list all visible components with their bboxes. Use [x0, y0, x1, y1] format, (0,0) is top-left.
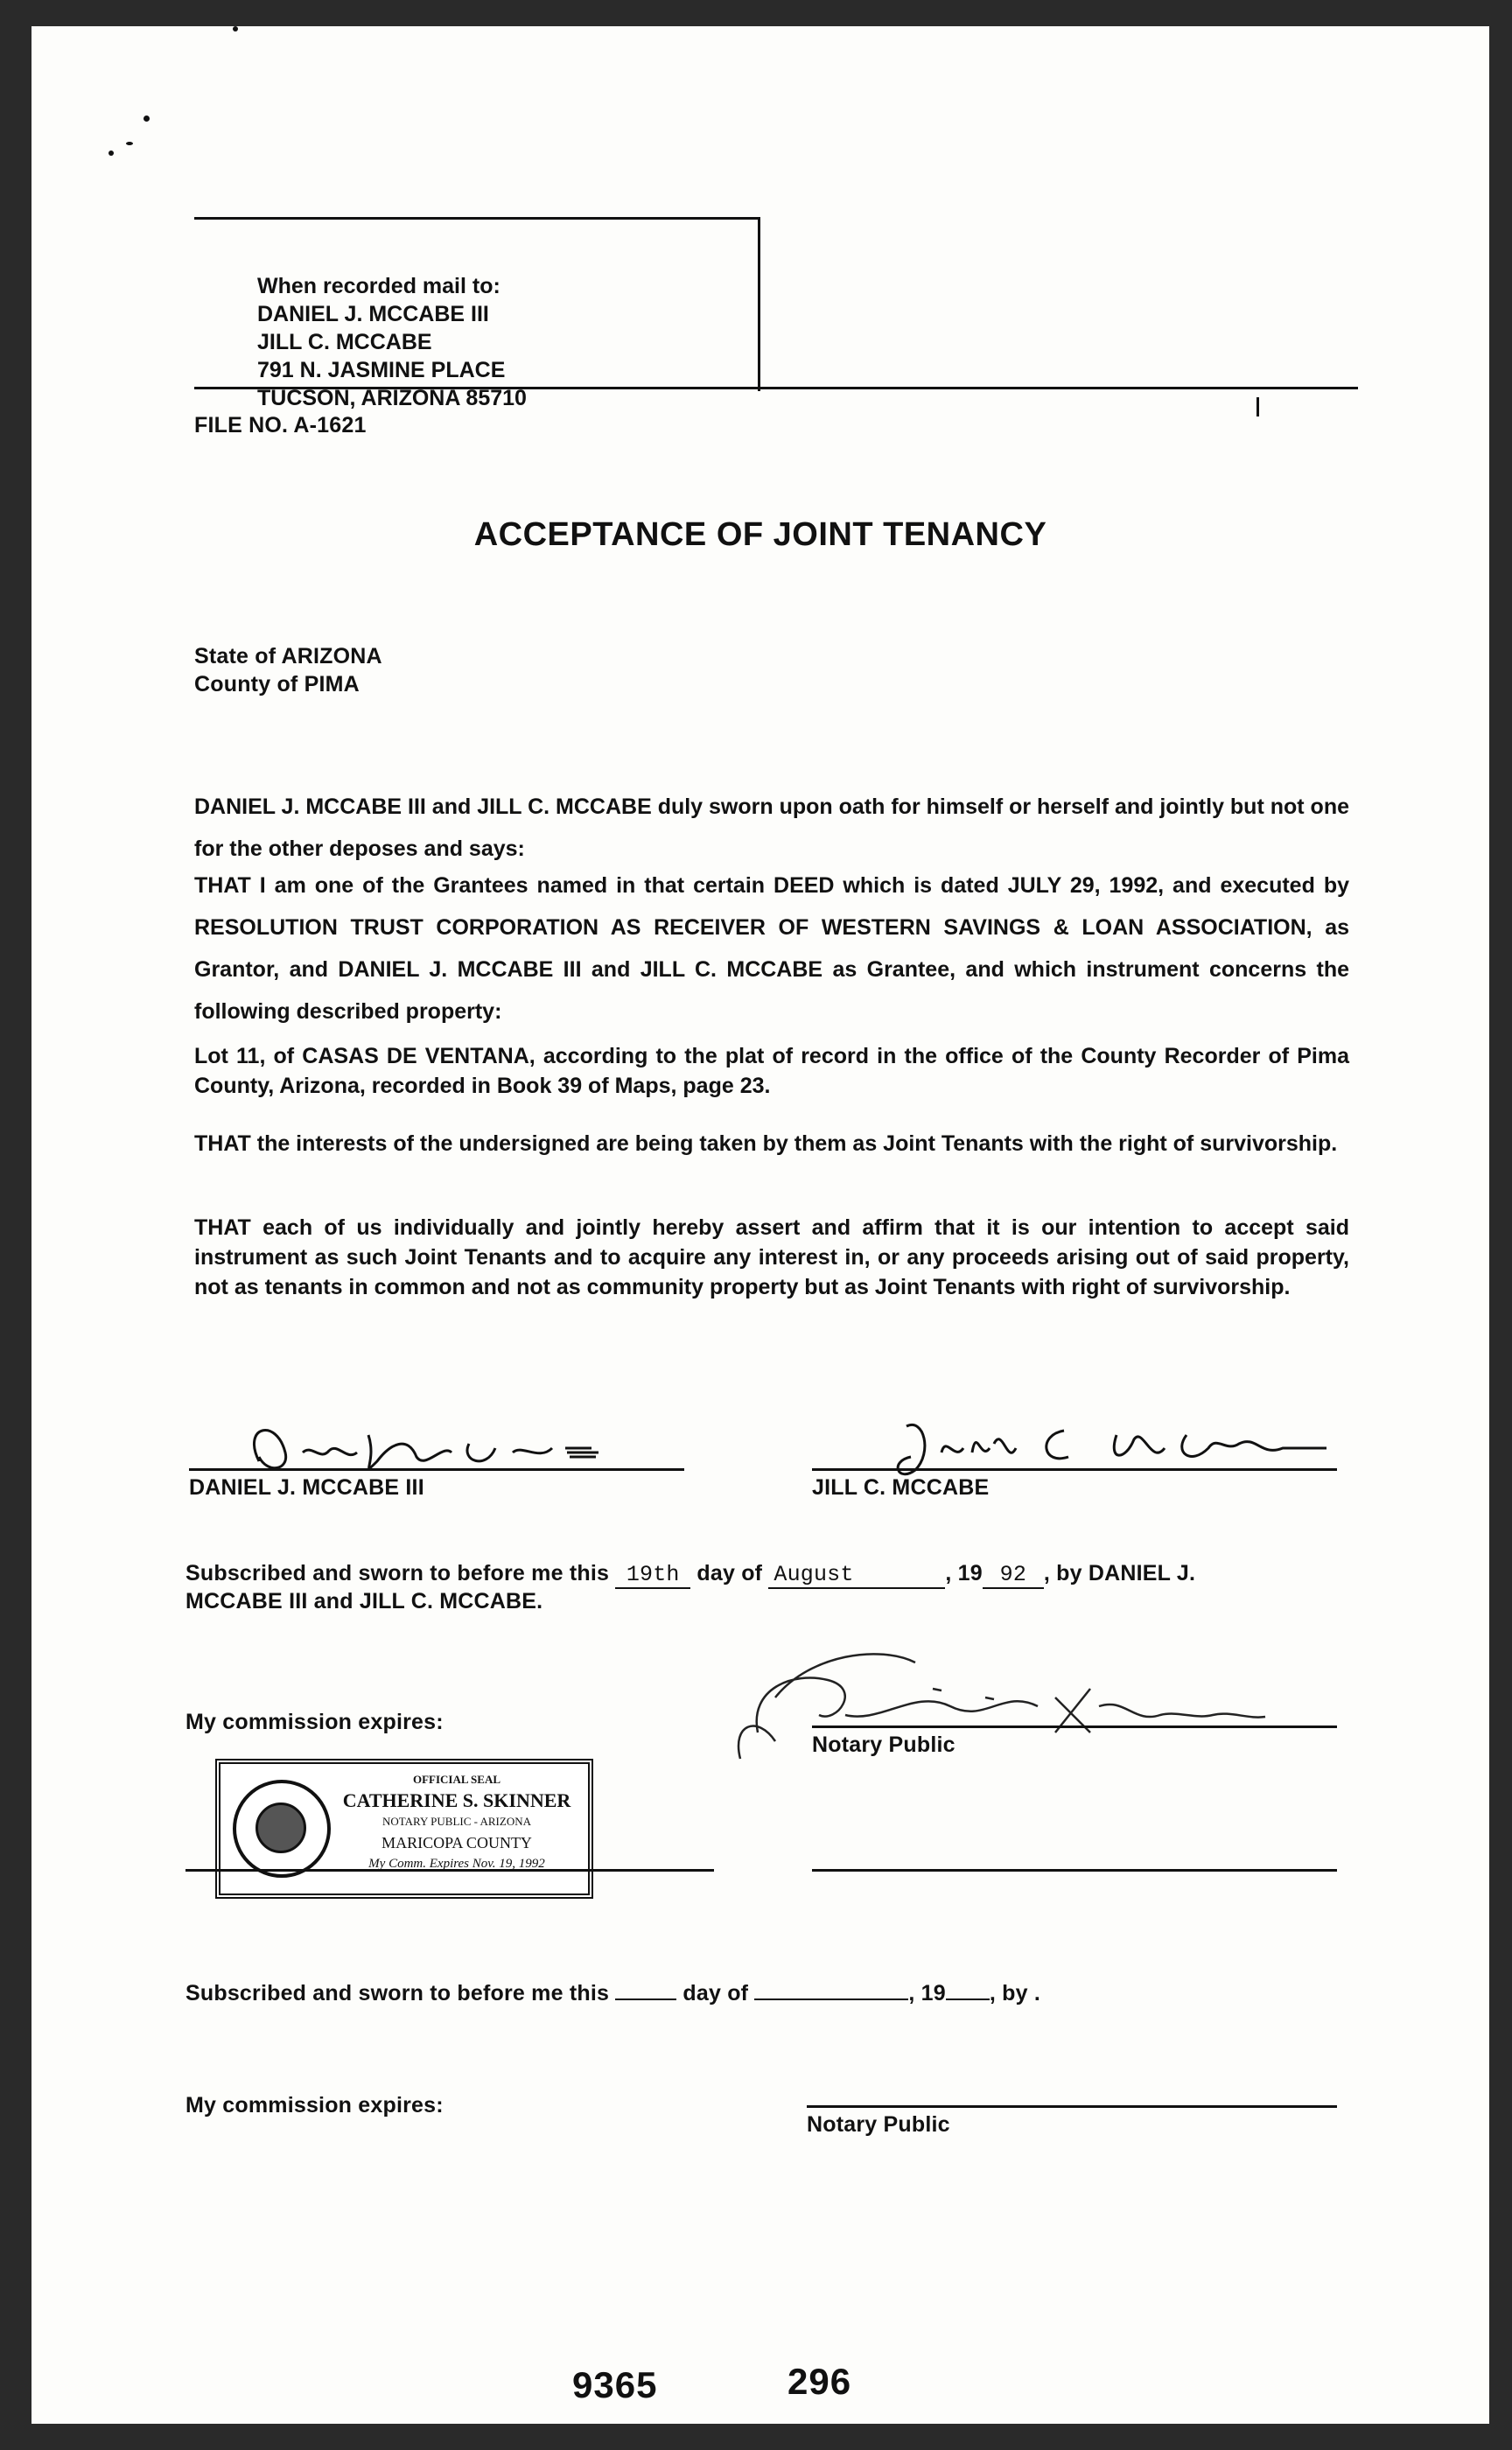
notary-signature-line-2: [807, 2105, 1337, 2108]
mail-to-name2: JILL C. MCCABE: [257, 330, 432, 354]
sworn-day: 19th: [615, 1562, 690, 1589]
header-tick-mark: [1256, 397, 1259, 416]
sworn2-prefix: Subscribed and sworn to before me this: [186, 1981, 610, 2006]
notary-public-label-1: Notary Public: [812, 1732, 956, 1757]
sworn-statement-1-line2: MCCABE III and JILL C. MCCABE.: [186, 1589, 543, 1614]
mail-to-heading: When recorded mail to:: [257, 274, 500, 298]
notary-blank-line-1: [812, 1869, 1337, 1872]
jill-signature-label: JILL C. MCCABE: [812, 1475, 990, 1500]
sworn2-year-blank: [946, 1998, 990, 2000]
jill-signature-line: [812, 1468, 1337, 1471]
sworn-suffix: , by DANIEL J.: [1043, 1561, 1196, 1586]
sworn-day-of: day of: [696, 1561, 763, 1586]
mail-to-street: 791 N. JASMINE PLACE: [257, 358, 506, 382]
commission-expires-2: My commission expires:: [186, 2093, 444, 2118]
sworn2-day-blank: [615, 1998, 676, 2000]
interests-paragraph: THAT the interests of the undersigned are being taken by them as Joint Tenants with the right of survivorship.: [194, 1131, 1338, 1156]
mail-to-name1: DANIEL J. MCCABE III: [257, 302, 489, 326]
seal-county: MARICOPA COUNTY: [382, 1834, 532, 1852]
sworn-statement-1: [186, 1561, 1195, 1589]
property-paragraph: Lot 11, of CASAS DE VENTANA, according to the plat of record in the office of the County Recorder of Pima County, Arizona, recorded in Book 39 of Maps, page 23.: [194, 1044, 1349, 1098]
sworn-statement-2: [186, 1981, 1040, 2006]
recording-page-number: 296: [788, 2361, 852, 2402]
document-page: [32, 26, 1489, 2424]
deed-paragraph: THAT I am one of the Grantees named in that certain DEED which is dated JULY 29, 1992, and executed by RESOLUTION TRUST CORPORATION AS RECEIVER OF WESTERN SAVINGS & LOAN ASSOCIATION, as Grantor, and DANIEL J. MCCABE III and JILL C. MCCABE as Grantee, and which instrument concerns the following described property:: [194, 873, 1349, 1024]
seal-notary-public: NOTARY PUBLIC - ARIZONA: [382, 1815, 531, 1828]
commission-expires-1: My commission expires:: [186, 1710, 444, 1734]
sworn2-year-prefix: , 19: [908, 1981, 946, 2006]
recording-docket-number: 9365: [572, 2364, 658, 2405]
scan-speck: [144, 116, 150, 122]
sworn2-day-of: day of: [682, 1981, 749, 2006]
file-number: FILE NO. A-1621: [194, 413, 367, 438]
mail-to-box: [194, 217, 760, 410]
scan-speck: [108, 150, 114, 156]
document-title: ACCEPTANCE OF JOINT TENANCY: [473, 516, 1047, 553]
seal-expiration: My Comm. Expires Nov. 19, 1992: [368, 1857, 545, 1871]
notary-signature: [723, 1636, 1353, 1794]
notary-signature-line-1: [812, 1726, 1337, 1728]
daniel-signature-line: [189, 1468, 684, 1471]
mail-to-city: TUCSON, ARIZONA 85710: [257, 386, 527, 410]
notary-seal-stamp: [215, 1759, 593, 1899]
sworn-month: August: [768, 1562, 945, 1589]
notary-public-label-2: Notary Public: [807, 2112, 950, 2137]
sworn-year-prefix: , 19: [945, 1561, 983, 1586]
state-line: State of ARIZONA: [194, 644, 382, 668]
jill-signature: [872, 1400, 1362, 1488]
affiant-paragraph: DANIEL J. MCCABE III and JILL C. MCCABE duly sworn upon oath for himself or herself and jointly but not one for the other deposes and says:: [194, 794, 1349, 861]
seal-official: OFFICIAL SEAL: [412, 1773, 501, 1786]
sworn-year: 92: [983, 1562, 1044, 1589]
scan-speck: [126, 142, 133, 145]
seal-notary-name: CATHERINE S. SKINNER: [342, 1789, 571, 1811]
commission-line-1: [186, 1869, 714, 1872]
daniel-signature-label: DANIEL J. MCCABE III: [189, 1475, 424, 1500]
affirmation-paragraph: THAT each of us individually and jointly hereby assert and affirm that it is our intention to accept said instrument as such Joint Tenants and to acquire any interest in, or any proceeds arising out of said property, not as tenants in common and not as community property but as Joint Tenants with right of survivorship.: [194, 1215, 1349, 1299]
county-line: County of PIMA: [194, 672, 360, 696]
sworn2-suffix: , by .: [989, 1981, 1041, 2006]
header-rule: [194, 387, 1358, 389]
sworn2-month-blank: [754, 1998, 908, 2000]
arizona-seal-icon: [233, 1780, 331, 1878]
scan-speck: [233, 26, 238, 32]
sworn-prefix: Subscribed and sworn to before me this: [186, 1561, 610, 1586]
